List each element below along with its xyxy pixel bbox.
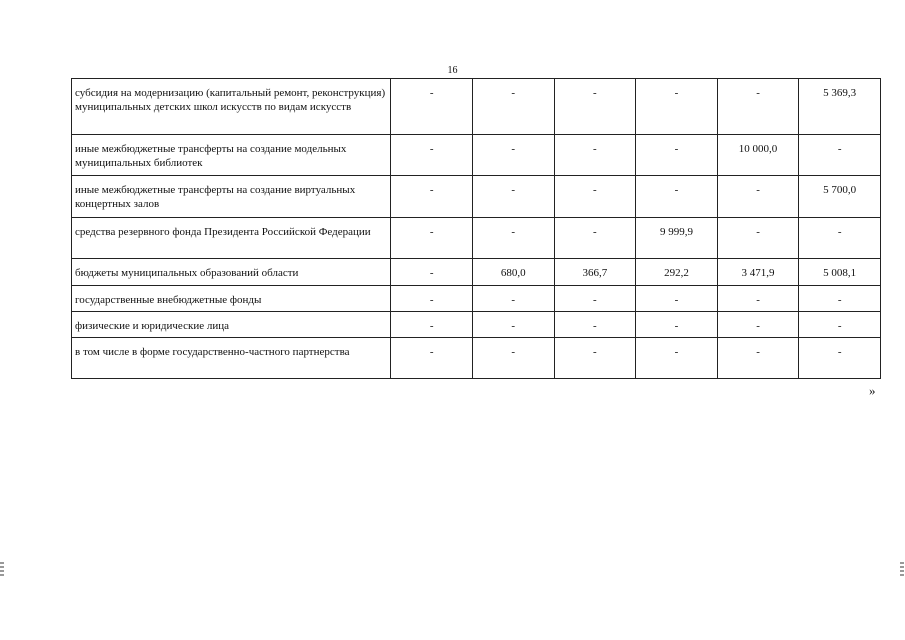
- row-label: в том числе в форме государственно-частного партнерства: [72, 338, 391, 379]
- row-label: бюджеты муниципальных образований области: [72, 259, 391, 286]
- table-cell: -: [554, 79, 636, 135]
- binding-mark-left: [0, 562, 4, 578]
- table-row: [72, 259, 881, 286]
- binding-mark-right: [900, 562, 904, 578]
- table-cell: 680,0: [472, 259, 554, 286]
- table-cell: -: [472, 312, 554, 338]
- table-cell: -: [391, 176, 473, 218]
- table-cell: -: [391, 259, 473, 286]
- table-cell: 5 700,0: [799, 176, 881, 218]
- table-cell: -: [636, 135, 718, 176]
- table-cell: -: [717, 312, 799, 338]
- table-cell: -: [717, 218, 799, 259]
- table-cell: -: [391, 218, 473, 259]
- row-label: средства резервного фонда Президента Российской Федерации: [72, 218, 391, 259]
- table-cell: -: [472, 79, 554, 135]
- table-row: [72, 312, 881, 338]
- table-row: [72, 176, 881, 218]
- table-cell: 5 369,3: [799, 79, 881, 135]
- table-cell: -: [391, 338, 473, 379]
- table-cell: -: [717, 176, 799, 218]
- table-row: [72, 79, 881, 135]
- table-cell: -: [554, 135, 636, 176]
- table-cell: 366,7: [554, 259, 636, 286]
- table-cell: -: [472, 286, 554, 312]
- table-row: [72, 286, 881, 312]
- table-cell: -: [636, 176, 718, 218]
- row-label: государственные внебюджетные фонды: [72, 286, 391, 312]
- table-cell: -: [554, 176, 636, 218]
- row-label: субсидия на модернизацию (капитальный ремонт, реконструкция) муниципальных детских школ искусств по видам искусств: [72, 79, 391, 135]
- budget-table: [71, 78, 881, 379]
- table-cell: -: [636, 286, 718, 312]
- table-cell: -: [472, 338, 554, 379]
- table-cell: -: [799, 218, 881, 259]
- table-cell: -: [717, 338, 799, 379]
- table-row: [72, 218, 881, 259]
- table-cell: -: [799, 135, 881, 176]
- table-cell: -: [554, 338, 636, 379]
- table-row: [72, 338, 881, 379]
- row-label: иные межбюджетные трансферты на создание модельных муниципальных библиотек: [72, 135, 391, 176]
- table-cell: -: [717, 286, 799, 312]
- table-cell: 3 471,9: [717, 259, 799, 286]
- table-cell: -: [636, 312, 718, 338]
- row-label: иные межбюджетные трансферты на создание виртуальных концертных залов: [72, 176, 391, 218]
- table-cell: 10 000,0: [717, 135, 799, 176]
- table-cell: -: [554, 312, 636, 338]
- table-cell: -: [799, 312, 881, 338]
- table-cell: -: [391, 135, 473, 176]
- table-cell: -: [799, 286, 881, 312]
- table-cell: -: [472, 218, 554, 259]
- table-cell: -: [554, 218, 636, 259]
- table-cell: -: [636, 338, 718, 379]
- page-number: 16: [447, 65, 458, 76]
- table-cell: -: [391, 286, 473, 312]
- table-row: [72, 135, 881, 176]
- closing-quote-mark: »: [869, 383, 876, 398]
- table-cell: -: [472, 135, 554, 176]
- table-cell: -: [636, 79, 718, 135]
- table-cell: -: [554, 286, 636, 312]
- table-cell: 9 999,9: [636, 218, 718, 259]
- table-cell: -: [799, 338, 881, 379]
- table-cell: -: [391, 79, 473, 135]
- table-cell: 5 008,1: [799, 259, 881, 286]
- table-cell: -: [717, 79, 799, 135]
- row-label: физические и юридические лица: [72, 312, 391, 338]
- table-cell: -: [391, 312, 473, 338]
- table-cell: -: [472, 176, 554, 218]
- table-cell: 292,2: [636, 259, 718, 286]
